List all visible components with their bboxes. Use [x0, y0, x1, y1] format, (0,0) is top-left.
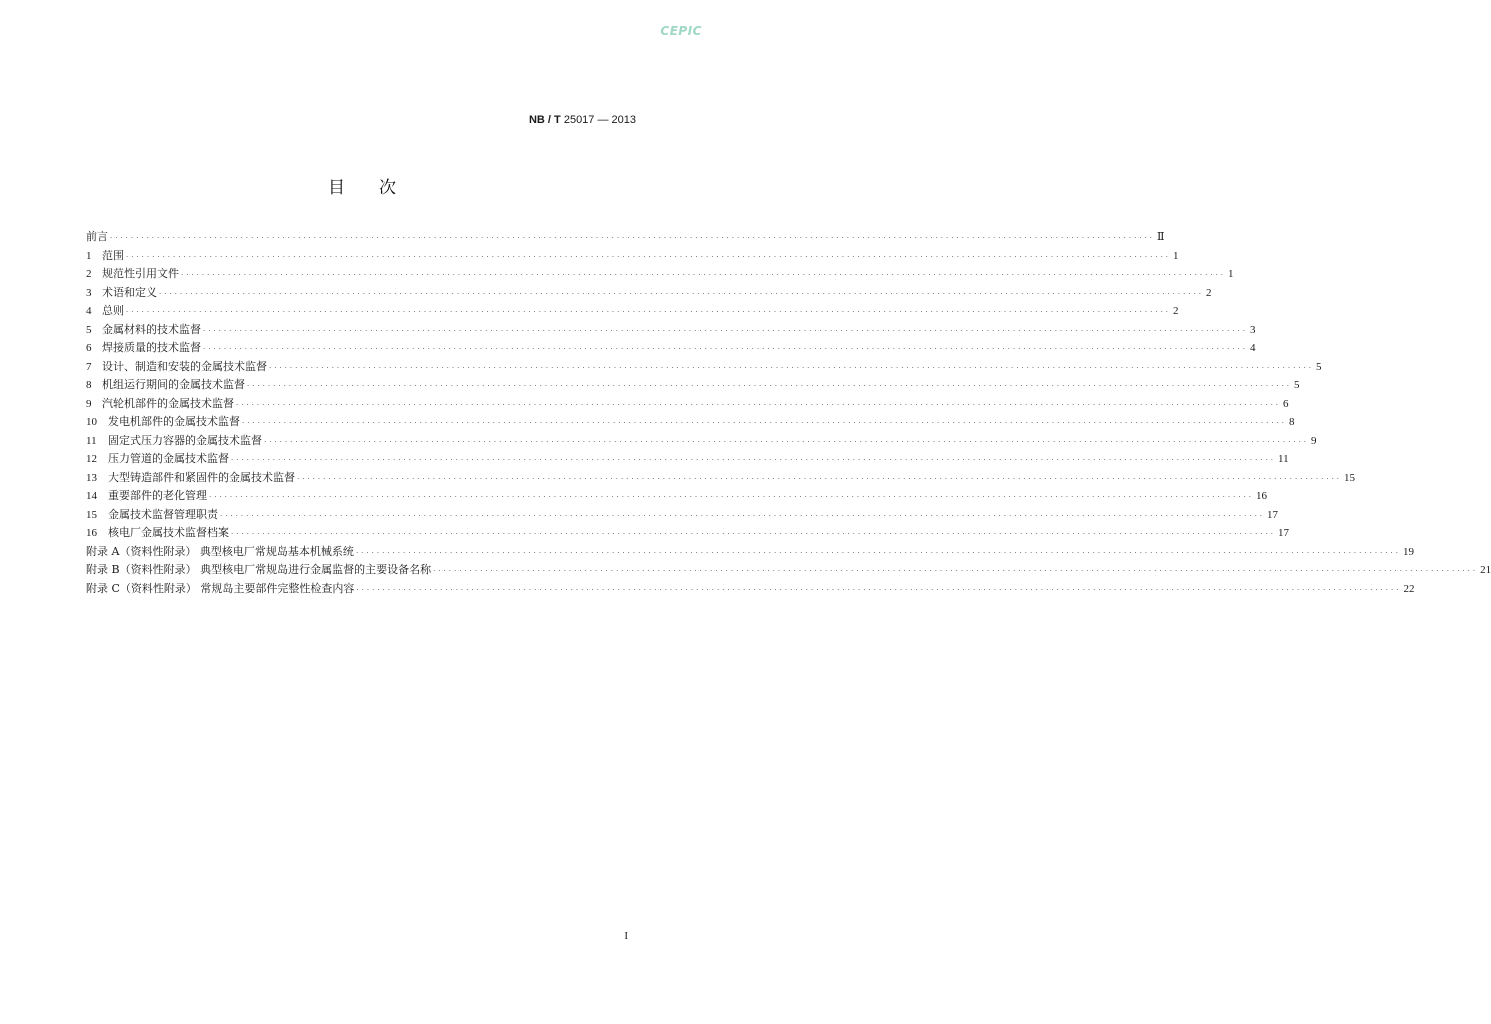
toc-entry-page: 11: [1278, 453, 1289, 465]
toc-entry-page: 17: [1267, 508, 1279, 521]
toc-entry[interactable]: [86, 265, 1234, 284]
toc-leader-dots: ········································································································································································································: [203, 345, 1249, 353]
toc-entry-number: 9: [86, 397, 92, 410]
toc-leader-dots: ········································································································································································································: [297, 474, 1343, 483]
toc-entry-number: 12: [86, 453, 97, 465]
toc-entry-number: 8: [86, 379, 92, 391]
toc-leader-dots: ········································································································································································································: [126, 252, 1172, 261]
toc-entry-page: 5: [1294, 379, 1300, 391]
toc-entry-number: 1: [86, 249, 92, 262]
toc-leader-dots: ········································································································································································································: [159, 289, 1205, 298]
toc-entry-page: 4: [1250, 342, 1256, 354]
toc-leader-dots: ········································································································································································································: [264, 437, 1310, 446]
toc-entry-label: 大型铸造部件和紧固件的金属技术监督: [108, 470, 295, 484]
toc-entry-number: 5: [86, 323, 92, 336]
table-of-contents: [86, 228, 1491, 598]
toc-entry-page: 3: [1250, 323, 1256, 336]
toc-entry-label: 设计、制造和安装的金属技术监督: [102, 359, 267, 373]
toc-entry-page: 22: [1403, 582, 1415, 595]
toc-entry[interactable]: [86, 432, 1317, 451]
toc-entry-label: 核电厂金属技术监督档案: [108, 526, 229, 539]
toc-entry[interactable]: [86, 487, 1268, 506]
toc-entry-page: 16: [1256, 490, 1268, 502]
toc-entry[interactable]: [86, 506, 1279, 525]
toc-entry[interactable]: [86, 580, 1415, 599]
toc-entry[interactable]: [86, 284, 1212, 303]
toc-leader-dots: ········································································································································································································: [433, 567, 1479, 575]
toc-entry[interactable]: [86, 469, 1356, 488]
standard-code: 25017 — 2013: [563, 114, 636, 126]
toc-entry-label: 压力管道的金属技术监督: [108, 452, 229, 465]
toc-leader-dots: ········································································································································································································: [247, 382, 1293, 390]
page-number: I: [624, 930, 628, 942]
toc-entry-label: 附录 A（资料性附录） 典型核电厂常规岛基本机械系统: [86, 544, 354, 558]
toc-entry-label: 固定式压力容器的金属技术监督: [108, 433, 262, 447]
cepic-watermark: CEPIC: [660, 24, 702, 38]
toc-entry-number: 14: [86, 490, 97, 502]
toc-entry-number: 4: [86, 305, 92, 317]
toc-entry-number: 15: [86, 508, 97, 521]
toc-entry[interactable]: [86, 561, 1491, 580]
toc-entry-number: 10: [86, 416, 97, 428]
toc-entry-label: 前言: [86, 230, 108, 243]
toc-entry-number: 6: [86, 342, 92, 354]
toc-entry-page: 5: [1316, 360, 1322, 373]
toc-leader-dots: ········································································································································································································: [236, 400, 1282, 409]
toc-entry[interactable]: [86, 413, 1295, 432]
toc-entry-page: 17: [1278, 527, 1290, 539]
toc-entry-label: 范围: [102, 248, 124, 262]
toc-entry[interactable]: [86, 339, 1256, 358]
toc-leader-dots: ········································································································································································································: [220, 511, 1266, 520]
toc-entry-label: 总则: [102, 304, 124, 317]
toc-entry-page: Ⅱ: [1157, 231, 1165, 243]
toc-entry[interactable]: [86, 302, 1179, 321]
standard-prefix: NB / T: [528, 114, 561, 126]
toc-leader-dots: ········································································································································································································: [203, 326, 1249, 335]
toc-entry[interactable]: [86, 395, 1289, 414]
toc-entry-label: 汽轮机部件的金属技术监督: [102, 396, 234, 410]
toc-leader-dots: ········································································································································································································: [126, 308, 1172, 316]
toc-entry-page: 2: [1206, 286, 1212, 299]
toc-entry-label: 金属技术监督管理职责: [108, 507, 218, 521]
toc-entry-label: 金属材料的技术监督: [102, 322, 201, 336]
toc-entry-page: 21: [1480, 564, 1491, 576]
toc-entry-page: 8: [1289, 416, 1295, 428]
toc-leader-dots: ········································································································································································································: [242, 419, 1288, 427]
toc-entry-page: 2: [1173, 305, 1179, 317]
toc-entry-page: 19: [1402, 545, 1414, 558]
toc-entry[interactable]: [86, 450, 1289, 469]
toc-entry[interactable]: [86, 228, 1165, 247]
toc-entry-label: 术语和定义: [102, 285, 157, 299]
toc-entry-number: 7: [86, 360, 92, 373]
standard-number: [529, 114, 636, 126]
toc-entry-label: 附录 C（资料性附录） 常规岛主要部件完整性检查内容: [86, 581, 355, 595]
toc-entry-label: 重要部件的老化管理: [108, 489, 207, 502]
toc-leader-dots: ········································································································································································································: [231, 530, 1277, 538]
toc-entry-page: 6: [1283, 397, 1289, 410]
toc-entry[interactable]: [86, 358, 1322, 377]
toc-entry-page: 15: [1344, 471, 1356, 484]
toc-leader-dots: ········································································································································································································: [356, 585, 1402, 594]
toc-leader-dots: ········································································································································································································: [269, 363, 1315, 372]
toc-entry[interactable]: [86, 543, 1414, 562]
toc-leader-dots: ········································································································································································································: [209, 493, 1255, 501]
toc-entry-number: 3: [86, 286, 92, 299]
toc-entry[interactable]: [86, 321, 1256, 340]
toc-entry[interactable]: [86, 524, 1290, 543]
toc-entry-label: 焊接质量的技术监督: [102, 341, 201, 354]
toc-leader-dots: ········································································································································································································: [355, 548, 1401, 557]
toc-entry[interactable]: [86, 376, 1300, 395]
toc-entry-page: 1: [1228, 268, 1234, 280]
toc-leader-dots: ········································································································································································································: [231, 456, 1277, 464]
toc-leader-dots: ········································································································································································································: [181, 271, 1227, 279]
toc-entry-page: 9: [1311, 434, 1317, 447]
toc-title: 目次: [328, 178, 430, 198]
toc-entry-label: 规范性引用文件: [102, 267, 179, 280]
toc-entry-number: 11: [86, 434, 97, 447]
toc-entry-number: 13: [86, 471, 97, 484]
toc-entry-label: 机组运行期间的金属技术监督: [102, 378, 245, 391]
toc-entry-page: 1: [1173, 249, 1179, 262]
toc-leader-dots: ········································································································································································································: [110, 234, 1156, 242]
toc-entry-label: 附录 B（资料性附录） 典型核电厂常规岛进行金属监督的主要设备名称: [86, 563, 432, 576]
toc-entry-number: 16: [86, 527, 97, 539]
toc-entry-label: 发电机部件的金属技术监督: [108, 415, 240, 428]
toc-entry-number: 2: [86, 268, 92, 280]
toc-entry[interactable]: [86, 247, 1179, 266]
